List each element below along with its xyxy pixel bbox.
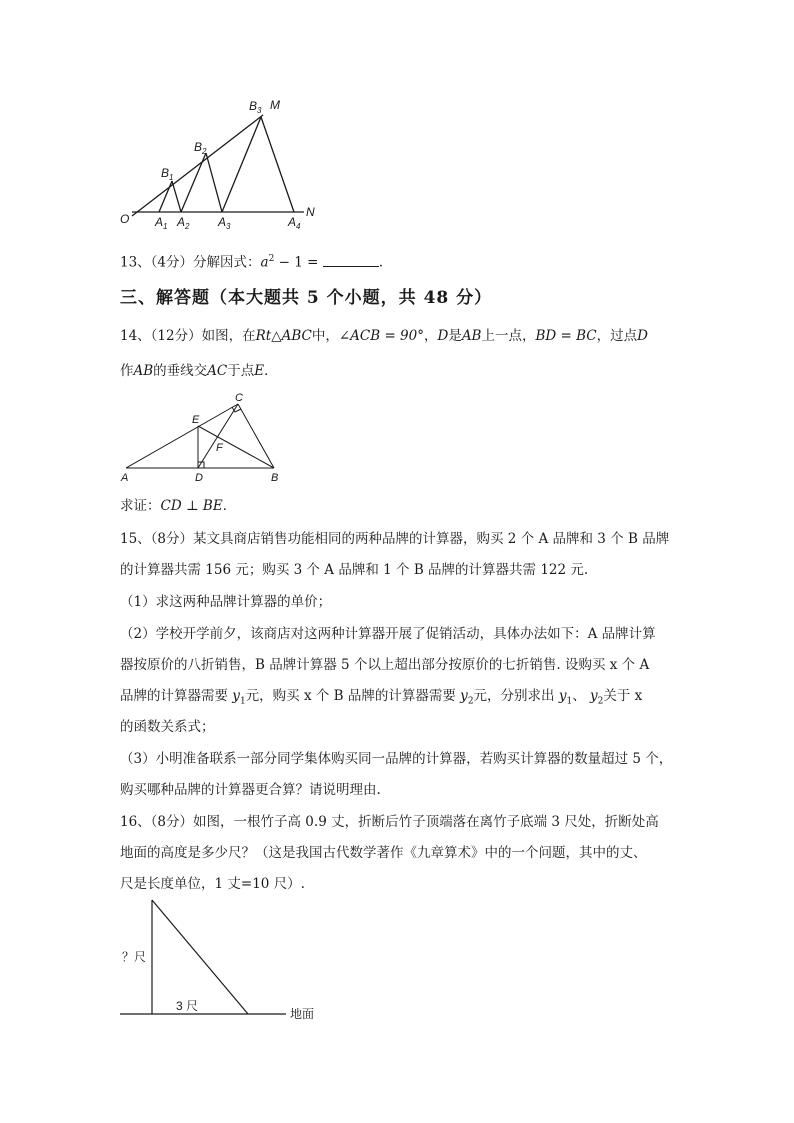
q14-angle: ∠ACB = 90° bbox=[338, 328, 424, 344]
label-c: C bbox=[235, 392, 243, 404]
q14-text: ． bbox=[264, 363, 278, 379]
q13-exponent: 2 bbox=[268, 254, 275, 264]
q15-sub-2: 2 bbox=[467, 696, 474, 707]
figure-zigzag bbox=[118, 95, 328, 235]
q14-seg-ab: AB bbox=[133, 363, 154, 379]
label-e: E bbox=[192, 414, 200, 426]
q15-part-1: （1）求这两种品牌计算器的单价； bbox=[120, 594, 332, 610]
q14-point-d: D bbox=[437, 328, 449, 344]
q13-var-a: a bbox=[260, 254, 269, 271]
q16-line-1: 16、（8分）如图，一根竹子高 0.9 丈，折断后竹子顶端落在离竹子底端 3 尺处，折断处高 bbox=[120, 814, 659, 830]
q15-var-y1: y bbox=[232, 688, 240, 704]
label-d: D bbox=[195, 472, 203, 484]
q15-var-y2: y bbox=[460, 688, 468, 704]
label-a1: $A_1$ bbox=[155, 215, 168, 231]
label-a4: $A_4$ bbox=[288, 215, 301, 231]
q14-seg-ab: AB bbox=[461, 328, 482, 344]
seg-b3-a4 bbox=[261, 117, 294, 212]
q14-seg-ac: AC bbox=[207, 363, 228, 379]
q16-line-3: 尺是长度单位，1 丈=10 尺）. bbox=[120, 876, 305, 892]
q15-line-1: 15、（8分）某文具商店销售功能相同的两种品牌的计算器，购买 2 个 A 品牌和 3 个 B 品牌 bbox=[120, 531, 670, 547]
q15-text: 元，分别求出 bbox=[473, 688, 559, 704]
label-b2: $B_2$ bbox=[194, 140, 207, 156]
q15-sub-2: 2 bbox=[597, 696, 604, 707]
seg-c-d bbox=[198, 404, 238, 468]
q15-text: 关于 x bbox=[603, 688, 643, 704]
q15-var-y2: y bbox=[590, 688, 598, 704]
q14-proof bbox=[120, 496, 236, 516]
seg-b1-a1 bbox=[159, 181, 172, 212]
q14-line-2 bbox=[120, 361, 278, 381]
label-n: N bbox=[306, 205, 315, 219]
label-a2: $A_2$ bbox=[177, 215, 190, 231]
q15-part-3-line-2: 购买哪种品牌的计算器更合算？请说明理由. bbox=[120, 782, 381, 798]
q13-suffix: . bbox=[378, 254, 384, 271]
q14-proof-end: ． bbox=[222, 498, 237, 514]
q14-proof-label: 求证： bbox=[120, 498, 161, 514]
label-b3: $B_3$ bbox=[249, 99, 262, 115]
q14-text: ， bbox=[423, 328, 438, 344]
q15-text: 品牌的计算器需要 bbox=[120, 688, 233, 704]
seg-a2-b2 bbox=[181, 153, 206, 212]
q15-sub-1: 1 bbox=[239, 696, 246, 707]
q13-prefix: 13、（4分）分解因式： bbox=[120, 254, 261, 271]
q14-point-d: D bbox=[637, 328, 648, 344]
label-height: ？尺 bbox=[122, 950, 147, 964]
q14-text: 作 bbox=[120, 363, 134, 379]
label-a3: $A_3$ bbox=[218, 215, 231, 231]
bamboo-broken-top bbox=[152, 900, 248, 1014]
q15-part-3-line-1: （3）小明准备联系一部分同学集体购买同一品牌的计算器，若购买计算器的数量超过 5 个， bbox=[120, 751, 673, 767]
q14-text: 中， bbox=[311, 328, 339, 344]
ray-om bbox=[132, 115, 263, 216]
q14-text: 是 bbox=[448, 328, 462, 344]
q15-text: 元，购买 x 个 B 品牌的计算器需要 bbox=[245, 688, 461, 704]
q14-equation: BD = BC bbox=[535, 328, 597, 344]
figure-bamboo bbox=[118, 893, 328, 1023]
figure-triangle bbox=[118, 392, 288, 487]
q13-expr-rest: − 1 = bbox=[274, 254, 319, 271]
q15-sub-1: 1 bbox=[566, 696, 573, 707]
q13-answer-blank[interactable] bbox=[323, 254, 379, 267]
label-b1: $B_1$ bbox=[161, 166, 174, 182]
q14-line-1 bbox=[120, 326, 648, 346]
label-b: B bbox=[271, 472, 279, 484]
q15-part-2-line-2: 器按原价的八折销售，B 品牌计算器 5 个以上超出部分按原价的七折销售. 设购买 x 个 A bbox=[120, 657, 650, 673]
q15-var-y1: y bbox=[558, 688, 567, 704]
q14-text: 上一点， bbox=[481, 328, 536, 344]
q14-text: ，过点 bbox=[596, 328, 638, 344]
question-13 bbox=[120, 249, 383, 273]
q15-part-2-line-1: （2）学校开学前夕，该商店对这两种计算器开展了促销活动，具体办法如下：A 品牌计算 bbox=[120, 626, 656, 642]
label-ground: 地面 bbox=[290, 1007, 315, 1021]
seg-a-c bbox=[126, 404, 238, 468]
seg-b1-a2 bbox=[172, 181, 181, 212]
q14-text: 于点 bbox=[227, 363, 255, 379]
q14-triangle: Rt△ABC bbox=[255, 328, 312, 344]
q15-part-2-line-3 bbox=[120, 686, 642, 712]
label-f: F bbox=[216, 442, 223, 454]
q14-proof-expr: CD ⊥ BE bbox=[160, 498, 223, 514]
label-a: A bbox=[121, 472, 129, 484]
seg-b2-a3 bbox=[206, 153, 222, 212]
section-heading: 三、解答题（本大题共 5 个小题，共 48 分） bbox=[120, 288, 493, 308]
label-o: O bbox=[120, 212, 130, 226]
q14-text: 14、（12分）如图，在 bbox=[120, 328, 256, 344]
q15-line-2: 的计算器共需 156 元；购买 3 个 A 品牌和 1 个 B 品牌的计算器共需 122 元. bbox=[120, 562, 589, 578]
label-m: M bbox=[270, 98, 280, 112]
q15-part-2-line-4: 的函数关系式； bbox=[120, 719, 215, 735]
label-base: 3 尺 bbox=[176, 999, 199, 1013]
q15-text: 、 bbox=[572, 688, 591, 704]
q14-text: 的垂线交 bbox=[153, 363, 208, 379]
q14-point-e: E bbox=[254, 363, 265, 379]
q16-line-2: 地面的高度是多少尺？（这是我国古代数学著作《九章算术》中的一个问题，其中的丈、 bbox=[120, 845, 647, 861]
